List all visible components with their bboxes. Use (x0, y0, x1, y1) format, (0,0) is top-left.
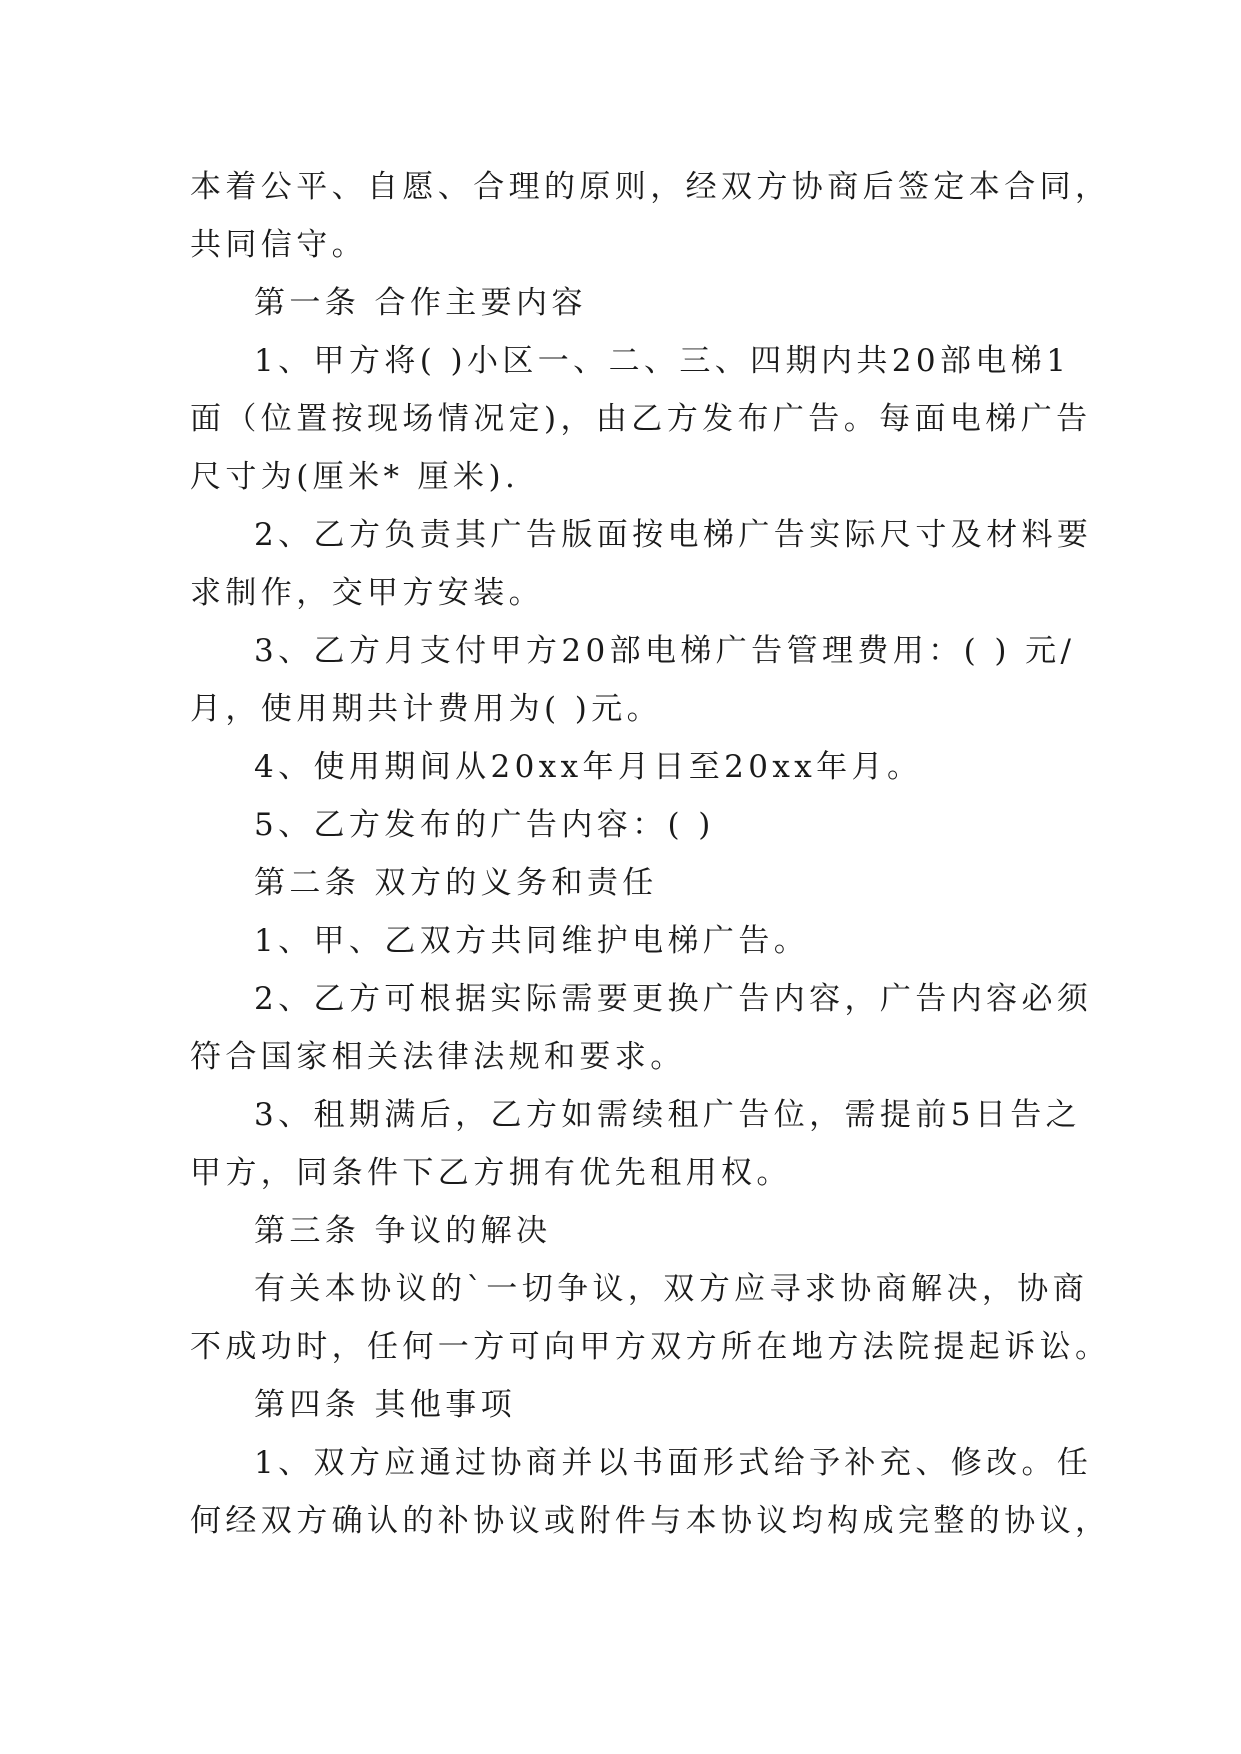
document-body (190, 158, 1111, 1550)
paragraph-line: 1、甲方将( )小区一、二、三、四期内共20部电梯1 (254, 343, 1071, 379)
paragraph-line: 5、乙方发布的广告内容：( ) (254, 807, 715, 843)
paragraph-line: 月，使用期共计费用为( )元。 (190, 691, 663, 727)
paragraph-line: 1、甲、乙双方共同维护电梯广告。 (254, 923, 810, 959)
paragraph-line: 2、乙方负责其广告版面按电梯广告实际尺寸及材料要 (254, 517, 1093, 553)
section-heading: 第一条 合作主要内容 (254, 285, 587, 321)
paragraph-line: 不成功时，任何一方可向甲方双方所在地方法院提起诉讼。 (190, 1329, 1111, 1365)
paragraph-line: 尺寸为(厘米* 厘米). (190, 459, 520, 495)
paragraph-line: 符合国家相关法律法规和要求。 (190, 1039, 686, 1075)
section-heading: 第三条 争议的解决 (254, 1213, 552, 1249)
paragraph-line: 本着公平、自愿、合理的原则，经双方协商后签定本合同， (190, 169, 1111, 205)
paragraph-line: 求制作，交甲方安装。 (190, 575, 544, 611)
paragraph-line: 4、使用期间从20xx年月日至20xx年月。 (254, 749, 923, 785)
paragraph-line: 共同信守。 (190, 227, 367, 263)
section-heading: 第四条 其他事项 (254, 1387, 517, 1423)
paragraph-line: 面（位置按现场情况定)，由乙方发布广告。每面电梯广告 (190, 401, 1092, 437)
paragraph-line: 1、双方应通过协商并以书面形式给予补充、修改。任 (254, 1445, 1093, 1481)
paragraph-line: 何经双方确认的补协议或附件与本协议均构成完整的协议， (190, 1503, 1111, 1539)
paragraph-line: 甲方，同条件下乙方拥有优先租用权。 (190, 1155, 792, 1191)
section-heading: 第二条 双方的义务和责任 (254, 865, 658, 901)
paragraph-line: 3、乙方月支付甲方20部电梯广告管理费用：( ) 元/ (254, 633, 1076, 669)
paragraph-line: 有关本协议的`一切争议，双方应寻求协商解决，协商 (254, 1271, 1089, 1307)
paragraph-line: 2、乙方可根据实际需要更换广告内容，广告内容必须 (254, 981, 1093, 1017)
paragraph-line: 3、租期满后，乙方如需续租广告位，需提前5日告之 (254, 1097, 1082, 1133)
